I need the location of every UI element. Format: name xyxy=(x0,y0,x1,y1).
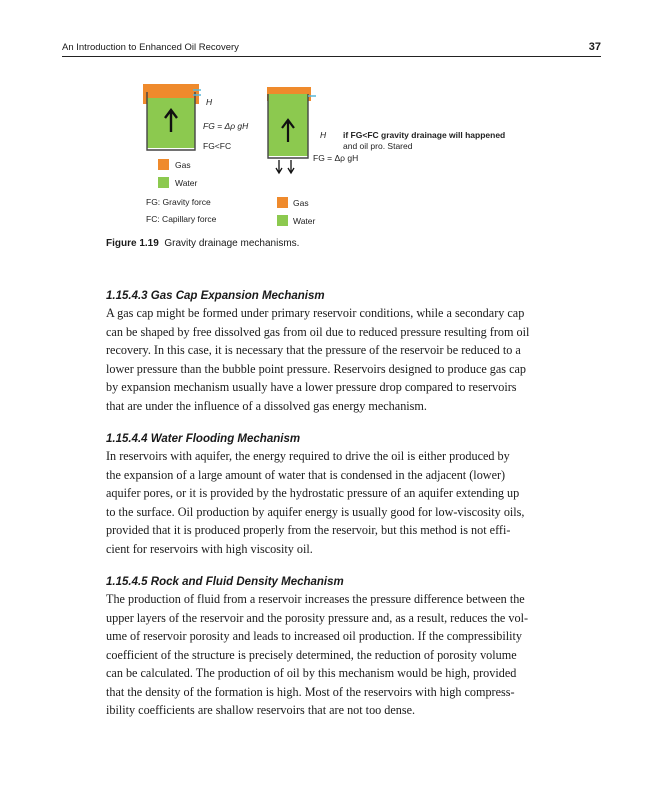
left-gas-swatch xyxy=(158,159,169,170)
running-title: An Introduction to Enhanced Oil Recovery xyxy=(62,42,239,53)
right-note-line1-text: if FG<FC gravity drainage will happened xyxy=(343,130,506,140)
figure-gravity-drainage xyxy=(100,80,530,240)
text-line: recovery. In this case, it is necessary that the pressure of the reservoir be reduced to a xyxy=(106,343,521,357)
right-down-arrow-2 xyxy=(288,160,294,173)
right-gas-swatch xyxy=(277,197,288,208)
page-number: 37 xyxy=(588,41,601,53)
caption-text: Gravity drainage mechanisms. xyxy=(164,238,300,249)
text-line: can be calculated. The production of oil by this mechanism would be high, provided xyxy=(106,666,517,680)
section-heading-gas-cap: 1.15.4.3 Gas Cap Expansion Mechanism xyxy=(106,290,325,302)
text-line: In reservoirs with aquifer, the energy required to drive the oil is either produced by xyxy=(106,449,510,463)
text-line: ibility coefficients are shallow reservoirs that are not too dense. xyxy=(106,703,416,717)
text-line: lower pressure than the bubble point pressure. Reservoirs designed to produce gas cap xyxy=(106,361,527,376)
text-line: cient for reservoirs with high viscosity oil. xyxy=(106,541,313,556)
note-gravity-force: FG: Gravity force xyxy=(146,197,211,207)
paragraph-rock-fluid xyxy=(106,590,561,720)
left-water-swatch xyxy=(158,177,169,188)
right-legend-water: Water xyxy=(293,216,316,226)
left-h-label: H xyxy=(206,97,213,107)
left-formula: FG = Δρ gH xyxy=(203,121,249,131)
text-line: that the density of the formation is high. Most of the reservoirs with high compress- xyxy=(106,684,515,699)
text-line: coefficient of the structure is precisely determined, the reduction of porosity volume xyxy=(106,647,517,662)
text-line: to the surface. Oil production by aquifer energy is usually good for low-viscosity oils, xyxy=(106,504,525,519)
text-line: that are under the influence of a dissolved gas energy mechanism. xyxy=(106,398,427,413)
paragraph-gas-cap xyxy=(106,304,561,415)
right-h-label: H xyxy=(320,130,327,140)
text-line: provided that it is produced properly from the reservoir, but this method is not effi- xyxy=(106,523,511,537)
section-heading-water-flooding: 1.15.4.4 Water Flooding Mechanism xyxy=(106,433,301,445)
page-header xyxy=(62,42,601,56)
right-down-arrow-1 xyxy=(276,160,282,173)
right-note-line1 xyxy=(343,130,505,140)
text-line: A gas cap might be formed under primary reservoir conditions, while a secondary cap xyxy=(106,306,525,320)
left-legend-gas: Gas xyxy=(175,160,191,170)
text-line: aquifer pores, or it is provided by the hydrostatic pressure of an aquifer extending up xyxy=(106,486,520,500)
right-legend-gas: Gas xyxy=(293,198,309,208)
text-line: The production of fluid from a reservoir increases the pressure difference between the xyxy=(106,592,525,606)
text-line: by expansion mechanism usually have a lower pressure drop compared to reservoirs xyxy=(106,380,517,394)
note-capillary-force: FC: Capillary force xyxy=(146,214,217,224)
right-formula: FG = Δρ gH xyxy=(313,153,359,163)
caption-label: Figure 1.19 xyxy=(106,238,159,249)
paragraph-water-flooding xyxy=(106,447,561,558)
section-heading-rock-fluid: 1.15.4.5 Rock and Fluid Density Mechanism xyxy=(106,576,344,588)
text-line: ume of reservoir porosity and leads to increased oil production. If the compressibility xyxy=(106,629,522,643)
text-line: can be shaped by free dissolved gas from oil due to reduced pressure resulting from oil xyxy=(106,324,530,339)
header-rule xyxy=(62,56,601,57)
text-line: the expansion of a large amount of water that is condensed in the adjacent (lower) xyxy=(106,467,506,482)
right-note-line2: and oil pro. Stared xyxy=(343,141,413,151)
text-line: upper layers of the reservoir and the porosity pressure and, as a result, reduces the vol- xyxy=(106,610,529,625)
left-condition: FG<FC xyxy=(203,141,232,151)
right-water-swatch xyxy=(277,215,288,226)
figure-caption xyxy=(106,238,299,249)
left-legend-water: Water xyxy=(175,178,198,188)
